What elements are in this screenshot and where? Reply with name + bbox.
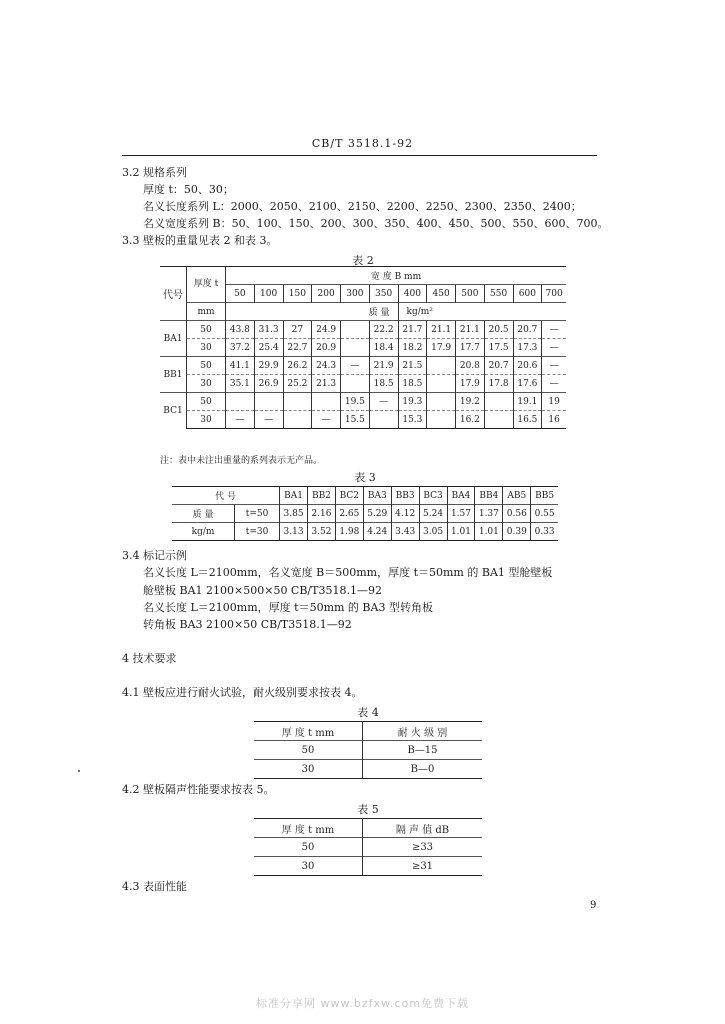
section-4-3: 4.3 表面性能 — [122, 880, 187, 893]
t2-cell: 43.8 — [226, 321, 255, 339]
t2-cell: 20.8 — [456, 357, 485, 375]
t2-row-thick: 50 — [187, 357, 226, 375]
t2-row-code: BA1 — [160, 321, 187, 357]
t2-cell: 17.7 — [456, 339, 485, 357]
t5-sound: ≥31 — [363, 857, 483, 876]
t3-cell: 4.24 — [363, 523, 391, 541]
section-4-1: 4.1 壁板应进行耐火试验，耐火级别要求按表 4。 — [122, 686, 363, 699]
t2-width: 400 — [398, 285, 427, 303]
t2-row-thick: 30 — [187, 339, 226, 357]
t5-thick: 30 — [254, 857, 363, 876]
t3-code: BB5 — [531, 487, 558, 505]
t2-cell: 21.1 — [456, 321, 485, 339]
section-3-4-title: 3.4 标记示例 — [122, 549, 187, 562]
watermark: 标准分享网 www.bzfxw.com免费下载 — [255, 997, 470, 1010]
thickness-series: 厚度 t：50、30； — [143, 183, 234, 196]
t5-thick: 50 — [254, 838, 363, 857]
t2-cell: 26.2 — [283, 357, 312, 375]
t2-cell — [341, 321, 370, 339]
t2-cell: 17.9 — [456, 375, 485, 393]
t2-cell: — — [542, 357, 566, 375]
t3-cell: 1.37 — [475, 505, 503, 523]
t2-cell: 16.5 — [513, 411, 542, 429]
section-3-2-title: 3.2 规格系列 — [122, 166, 187, 179]
t4-rating-header: 耐 火 级 别 — [363, 722, 483, 741]
t2-width: 600 — [513, 285, 542, 303]
t3-cell: 3.85 — [280, 505, 308, 523]
t2-cell: 20.9 — [312, 339, 341, 357]
t2-cell — [283, 393, 312, 411]
t2-cell: 17.9 — [427, 339, 456, 357]
t2-mass-unit: kg/m² — [398, 303, 566, 321]
t2-row-thick: 50 — [187, 393, 226, 411]
section-4-2: 4.2 壁板隔声性能要求按表 5。 — [122, 783, 275, 796]
t2-cell: 24.3 — [312, 357, 341, 375]
t2-cell: 37.2 — [226, 339, 255, 357]
t3-code: BC3 — [419, 487, 447, 505]
t2-width: 700 — [542, 285, 566, 303]
t5-sound-header: 隔 声 值 dB — [363, 819, 483, 838]
t3-row-thick: t=50 — [235, 505, 280, 523]
t2-cell — [254, 393, 283, 411]
t2-cell: — — [542, 375, 566, 393]
t2-cell: 19.2 — [456, 393, 485, 411]
t3-code: BB4 — [475, 487, 503, 505]
t2-thick-header: 厚度 t — [187, 267, 226, 303]
t2-cell — [312, 393, 341, 411]
t2-cell: 15.5 — [341, 411, 370, 429]
t5-thick-header: 厚 度 t mm — [254, 819, 363, 838]
t4-rating: B—15 — [363, 741, 483, 760]
t2-cell: 20.7 — [484, 357, 513, 375]
t2-width: 150 — [283, 285, 312, 303]
t3-code: BA3 — [363, 487, 391, 505]
t3-mass-header: 质 量 — [172, 505, 235, 523]
t2-row-code: BC1 — [160, 393, 187, 429]
t2-width: 350 — [369, 285, 398, 303]
t2-cell: 15.3 — [398, 411, 427, 429]
t3-code-header: 代 号 — [172, 487, 280, 505]
marking-example-2-mark: 转角板 BA3 2100×50 CB/T3518.1—92 — [143, 618, 352, 631]
t2-cell: 18.2 — [398, 339, 427, 357]
width-series: 名义宽度系列 B：50、100、150、200、300、350、400、450、500、550、600、700。 — [143, 217, 609, 230]
t2-cell: 31.3 — [254, 321, 283, 339]
t3-cell: 5.29 — [363, 505, 391, 523]
t2-row-code: BB1 — [160, 357, 187, 393]
t2-cell: 25.4 — [254, 339, 283, 357]
t2-width-header: 宽 度 B mm — [226, 267, 567, 285]
t2-cell: 22.2 — [369, 321, 398, 339]
t2-row-thick: 30 — [187, 411, 226, 429]
t2-cell: 20.5 — [484, 321, 513, 339]
t3-cell: 3.52 — [307, 523, 335, 541]
t2-cell: 21.1 — [427, 321, 456, 339]
t2-width: 200 — [312, 285, 341, 303]
t2-cell: 18.5 — [369, 375, 398, 393]
t2-cell: 29.9 — [254, 357, 283, 375]
t2-cell: 21.3 — [312, 375, 341, 393]
t2-cell: — — [542, 321, 566, 339]
page-number: 9 — [590, 900, 597, 911]
t2-cell: 25.2 — [283, 375, 312, 393]
t2-cell: 35.1 — [226, 375, 255, 393]
t4-rating: B—0 — [363, 760, 483, 779]
marking-example-1: 名义长度 L＝2100mm，名义宽度 B＝500mm，厚度 t＝50mm 的 BA1 型舱壁板 — [143, 566, 553, 579]
t2-cell: 19.1 — [513, 393, 542, 411]
t2-cell — [427, 357, 456, 375]
t2-cell: 41.1 — [226, 357, 255, 375]
t3-cell: 0.39 — [503, 523, 531, 541]
t2-cell: 20.7 — [513, 321, 542, 339]
t2-cell — [484, 411, 513, 429]
t2-cell: 18.5 — [398, 375, 427, 393]
t4-thick: 50 — [254, 741, 363, 760]
t2-cell: 27 — [283, 321, 312, 339]
t2-code-header: 代号 — [160, 267, 187, 321]
t3-cell: 5.24 — [419, 505, 447, 523]
t3-cell: 2.65 — [335, 505, 363, 523]
t3-cell: 1.01 — [447, 523, 475, 541]
table-2 — [160, 266, 566, 429]
t3-cell: 1.01 — [475, 523, 503, 541]
table-4 — [254, 721, 482, 779]
standard-header: CB/T 3518.1-92 — [311, 137, 414, 150]
t2-cell: — — [254, 411, 283, 429]
t2-cell — [341, 375, 370, 393]
length-series: 名义长度系列 L：2000、2050、2100、2150、2200、2250、2300、2350、2400； — [143, 200, 582, 213]
t2-cell: 20.6 — [513, 357, 542, 375]
t3-code: AB5 — [503, 487, 531, 505]
table-2-note: 注：表中未注出重量的系列表示无产品。 — [160, 456, 323, 466]
t3-cell: 1.98 — [335, 523, 363, 541]
t2-cell: 22.7 — [283, 339, 312, 357]
table-3 — [172, 486, 558, 541]
table-3-caption: 表 3 — [354, 471, 376, 484]
t4-thick: 30 — [254, 760, 363, 779]
t2-cell — [341, 339, 370, 357]
t2-width: 100 — [254, 285, 283, 303]
header-rule — [122, 155, 597, 156]
marking-example-2: 名义长度 L＝2100mm，厚度 t＝50mm 的 BA3 型转角板 — [143, 601, 433, 614]
t2-cell: — — [369, 393, 398, 411]
t2-cell: 19.5 — [341, 393, 370, 411]
t2-cell: — — [341, 357, 370, 375]
t3-unit: kg/m — [172, 523, 235, 541]
t3-cell: 0.56 — [503, 505, 531, 523]
t2-width: 50 — [226, 285, 255, 303]
t2-width: 550 — [484, 285, 513, 303]
scan-speck — [78, 770, 80, 772]
t3-row-thick: t=30 — [235, 523, 280, 541]
table-5 — [254, 818, 482, 876]
t2-cell: — — [226, 411, 255, 429]
t3-cell: 4.12 — [391, 505, 419, 523]
t3-code: BA1 — [280, 487, 308, 505]
table-4-caption: 表 4 — [357, 706, 379, 719]
t2-cell: 18.4 — [369, 339, 398, 357]
t2-width: 300 — [341, 285, 370, 303]
t3-code: BC2 — [335, 487, 363, 505]
t2-cell: 16.2 — [456, 411, 485, 429]
t3-cell: 3.05 — [419, 523, 447, 541]
t3-cell: 1.57 — [447, 505, 475, 523]
t2-cell — [427, 375, 456, 393]
t2-cell: 19 — [542, 393, 566, 411]
t2-cell — [484, 393, 513, 411]
t3-code: BB3 — [391, 487, 419, 505]
t2-mass-header: 质 量 — [226, 303, 399, 321]
t2-cell: 17.6 — [513, 375, 542, 393]
t2-cell: 21.5 — [398, 357, 427, 375]
t2-cell: 17.5 — [484, 339, 513, 357]
t2-cell: — — [312, 411, 341, 429]
t2-cell: 24.9 — [312, 321, 341, 339]
t2-row-thick: 50 — [187, 321, 226, 339]
table-2-caption: 表 2 — [352, 254, 374, 267]
t3-code: BB2 — [307, 487, 335, 505]
t2-cell: 26.9 — [254, 375, 283, 393]
t2-cell: 19.3 — [398, 393, 427, 411]
section-3-3: 3.3 壁板的重量见表 2 和表 3。 — [122, 234, 278, 247]
t2-width: 450 — [427, 285, 456, 303]
marking-example-1-mark: 舱壁板 BA1 2100×500×50 CB/T3518.1—92 — [143, 584, 382, 597]
t2-cell — [226, 393, 255, 411]
section-4-title: 4 技术要求 — [122, 652, 177, 665]
t2-width: 500 — [456, 285, 485, 303]
t3-cell: 0.55 — [531, 505, 558, 523]
t2-row-thick: 30 — [187, 375, 226, 393]
t5-sound: ≥33 — [363, 838, 483, 857]
t4-thick-header: 厚 度 t mm — [254, 722, 363, 741]
t2-cell: 21.7 — [398, 321, 427, 339]
t3-code: BA4 — [447, 487, 475, 505]
t2-cell — [427, 411, 456, 429]
t2-cell: 17.8 — [484, 375, 513, 393]
t2-cell: 16 — [542, 411, 566, 429]
t2-cell — [427, 393, 456, 411]
t3-cell: 3.43 — [391, 523, 419, 541]
t2-cell — [283, 411, 312, 429]
t3-cell: 2.16 — [307, 505, 335, 523]
t2-cell — [369, 411, 398, 429]
t3-cell: 0.33 — [531, 523, 558, 541]
t2-thick-unit: mm — [187, 303, 226, 321]
t2-cell: 21.9 — [369, 357, 398, 375]
table-5-caption: 表 5 — [357, 803, 379, 816]
t2-cell: — — [542, 339, 566, 357]
t3-cell: 3.13 — [280, 523, 308, 541]
t2-cell: 17.3 — [513, 339, 542, 357]
